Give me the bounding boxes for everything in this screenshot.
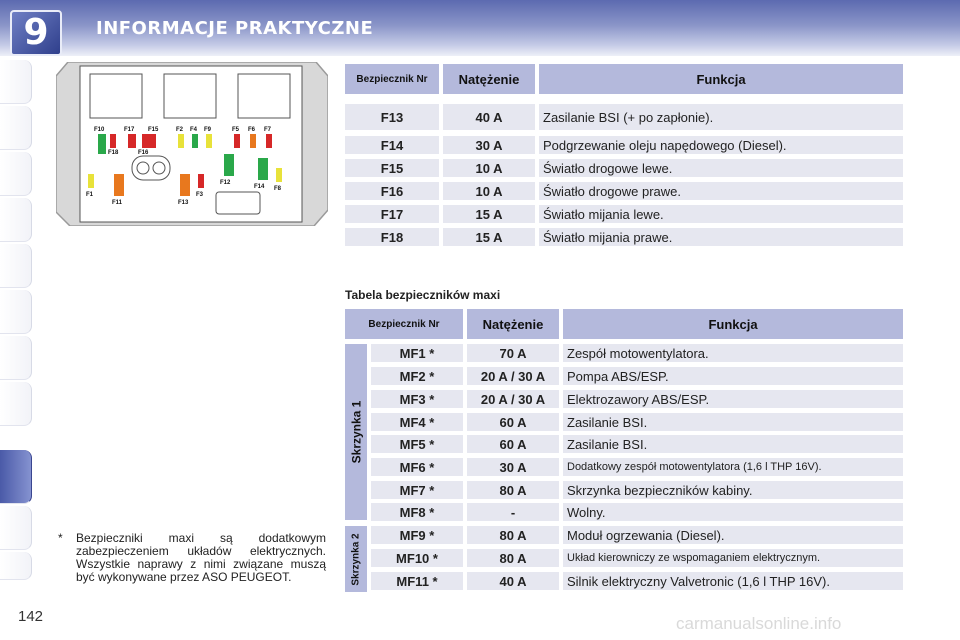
fuse-label: F2 [176,127,184,133]
fuse-table-cell-id: F16 [345,182,439,200]
maxi-table-cell-amp: 30 A [467,458,559,476]
fuse-table-cell-amp: 30 A [443,136,535,154]
fuse-f16 [142,134,150,148]
fuse-f11 [114,174,124,196]
maxi-table-cell-amp: 80 A [467,481,559,499]
maxi-table-cell-fn: Elektrozawory ABS/ESP. [563,390,903,408]
maxi-table-header-id: Bezpiecznik Nr [345,309,463,339]
fuse-f2 [178,134,184,148]
fuse-table-header-id: Bezpiecznik Nr [345,64,439,94]
fuse-table-cell-fn: Zasilanie BSI (+ po zapłonie). [539,104,903,130]
fuse-table-cell-id: F17 [345,205,439,223]
fuse-f5 [234,134,240,148]
maxi-table-cell-id: MF5 * [371,435,463,453]
fuse-table-cell-amp: 10 A [443,159,535,177]
group-skrzynka-2 [345,526,367,592]
chapter-badge: 9 [10,10,62,56]
maxi-table-cell-amp: 60 A [467,435,559,453]
fuse-table-cell-id: F13 [345,104,439,130]
fuse-f15 [150,134,156,148]
fuse-f12 [224,154,234,176]
maxi-table-cell-fn: Zasilanie BSI. [563,413,903,431]
fuse-label: F11 [112,200,123,206]
side-tab-7[interactable] [0,336,32,380]
maxi-table-title: Tabela bezpieczników maxi [345,288,501,302]
maxi-table-cell-fn: Dodatkowy zespół motowentylatora (1,6 l THP 16V). [563,458,903,476]
fuse-f9 [206,134,212,148]
side-tab-2[interactable] [0,106,32,150]
maxi-table-cell-id: MF4 * [371,413,463,431]
side-tab-4[interactable] [0,198,32,242]
maxi-table-cell-fn: Wolny. [563,503,903,521]
group-skrzynka-1 [345,344,367,520]
maxi-table-cell-id: MF3 * [371,390,463,408]
fuse-table-cell-amp: 15 A [443,205,535,223]
side-tabs [0,60,34,580]
side-tab-8[interactable] [0,382,32,426]
fuse-table-header-fn: Funkcja [539,64,903,94]
fuse-f3 [198,174,204,188]
relay-slot-3 [238,74,290,118]
fuse-f17 [128,134,136,148]
maxi-table-cell-amp: 80 A [467,526,559,544]
maxi-table-cell-amp: - [467,503,559,521]
connector-pin-1 [137,162,149,174]
fuse-label: F4 [190,127,198,133]
fuse-table-cell-fn: Światło mijania lewe. [539,205,903,223]
maxi-table-cell-fn: Pompa ABS/ESP. [563,367,903,385]
maxi-table-cell-id: MF8 * [371,503,463,521]
fuse-table-cell-fn: Światło drogowe prawe. [539,182,903,200]
fuse-label: F15 [148,127,159,133]
side-tab-10[interactable] [0,506,32,550]
fuse-label: F1 [86,192,94,198]
relay-slot-2 [164,74,216,118]
fuse-table-cell-amp: 40 A [443,104,535,130]
fuse-table-cell-id: F14 [345,136,439,154]
maxi-table-cell-amp: 70 A [467,344,559,362]
fuse-table-cell-id: F18 [345,228,439,246]
fuse-label: F6 [248,127,256,133]
fuse-table-cell-fn: Podgrzewanie oleju napędowego (Diesel). [539,136,903,154]
fuse-f7 [266,134,272,148]
fuse-label: F17 [124,127,135,133]
fuse-table-cell-fn: Światło drogowe lewe. [539,159,903,177]
side-tab-5[interactable] [0,244,32,288]
connector-pin-2 [153,162,165,174]
fuse-f4 [192,134,198,148]
fuse-f6 [250,134,256,148]
fuse-label: F8 [274,186,282,192]
fuse-table-cell-fn: Światło mijania prawe. [539,228,903,246]
maxi-table-cell-id: MF7 * [371,481,463,499]
fuse-label: F13 [178,200,189,206]
maxi-table-cell-id: MF11 * [371,572,463,590]
bottom-slot [216,192,260,214]
fuse-label: F18 [108,150,119,156]
relay-slot-1 [90,74,142,118]
fuse-f1 [88,174,94,188]
group-label-skrzynka-1: Skrzynka 1 [349,400,363,464]
watermark: carmanualsonline.info [676,614,842,633]
fuse-table-cell-amp: 10 A [443,182,535,200]
maxi-table-cell-id: MF9 * [371,526,463,544]
fuse-table-cell-id: F15 [345,159,439,177]
group-label-skrzynka-2: Skrzynka 2 [350,532,362,586]
footnote [58,532,326,584]
maxi-table-cell-id: MF6 * [371,458,463,476]
footnote-star: * [58,531,63,545]
side-tab-1[interactable] [0,60,32,104]
maxi-table-cell-id: MF1 * [371,344,463,362]
maxi-table-cell-fn: Skrzynka bezpieczników kabiny. [563,481,903,499]
maxi-table-cell-fn: Moduł ogrzewania (Diesel). [563,526,903,544]
page-title: INFORMACJE PRAKTYCZNE [96,18,374,39]
fuse-f13 [180,174,190,196]
maxi-table-cell-amp: 80 A [467,549,559,567]
maxi-table-cell-fn: Silnik elektryczny Valvetronic (1,6 l THP 16V). [563,572,903,590]
maxi-table-cell-id: MF10 * [371,549,463,567]
maxi-table-cell-amp: 40 A [467,572,559,590]
fuse-f10 [98,134,106,154]
maxi-table-cell-amp: 20 A / 30 A [467,390,559,408]
fuse-label: F16 [138,150,149,156]
fuse-box-diagram [56,62,328,226]
fuse-label: F9 [204,127,212,133]
maxi-table-cell-fn: Zasilanie BSI. [563,435,903,453]
footnote-text: Bezpieczniki maxi są dodatkowym zabezpieczeniem układów elektrycznych. Wszystkie naprawy z nimi związane muszą być wykonywane przez ASO PEUGEOT. [76,531,326,584]
maxi-table-cell-amp: 60 A [467,413,559,431]
maxi-table-cell-amp: 20 A / 30 A [467,367,559,385]
fuse-f8 [276,168,282,182]
page-number: 142 [18,608,44,625]
maxi-table-cell-fn: Układ kierowniczy ze wspomaganiem elektrycznym. [563,549,903,567]
fuse-label: F3 [196,192,204,198]
fuse-label: F14 [254,184,265,190]
maxi-table-header-amp: Natężenie [467,309,559,339]
fuse-label: F10 [94,127,105,133]
side-tab-3[interactable] [0,152,32,196]
fuse-label: F7 [264,127,272,133]
fuse-f14 [258,158,268,180]
side-tab-chapter-9[interactable] [0,450,32,504]
maxi-table-header-fn: Funkcja [563,309,903,339]
fuse-label: F5 [232,127,240,133]
fuse-table-header-amp: Natężenie [443,64,535,94]
side-tab-11[interactable] [0,552,32,580]
maxi-table-cell-id: MF2 * [371,367,463,385]
fuse-label: F12 [220,180,231,186]
fuse-f18 [110,134,116,148]
side-tab-6[interactable] [0,290,32,334]
fuse-table-cell-amp: 15 A [443,228,535,246]
maxi-table-cell-fn: Zespół motowentylatora. [563,344,903,362]
